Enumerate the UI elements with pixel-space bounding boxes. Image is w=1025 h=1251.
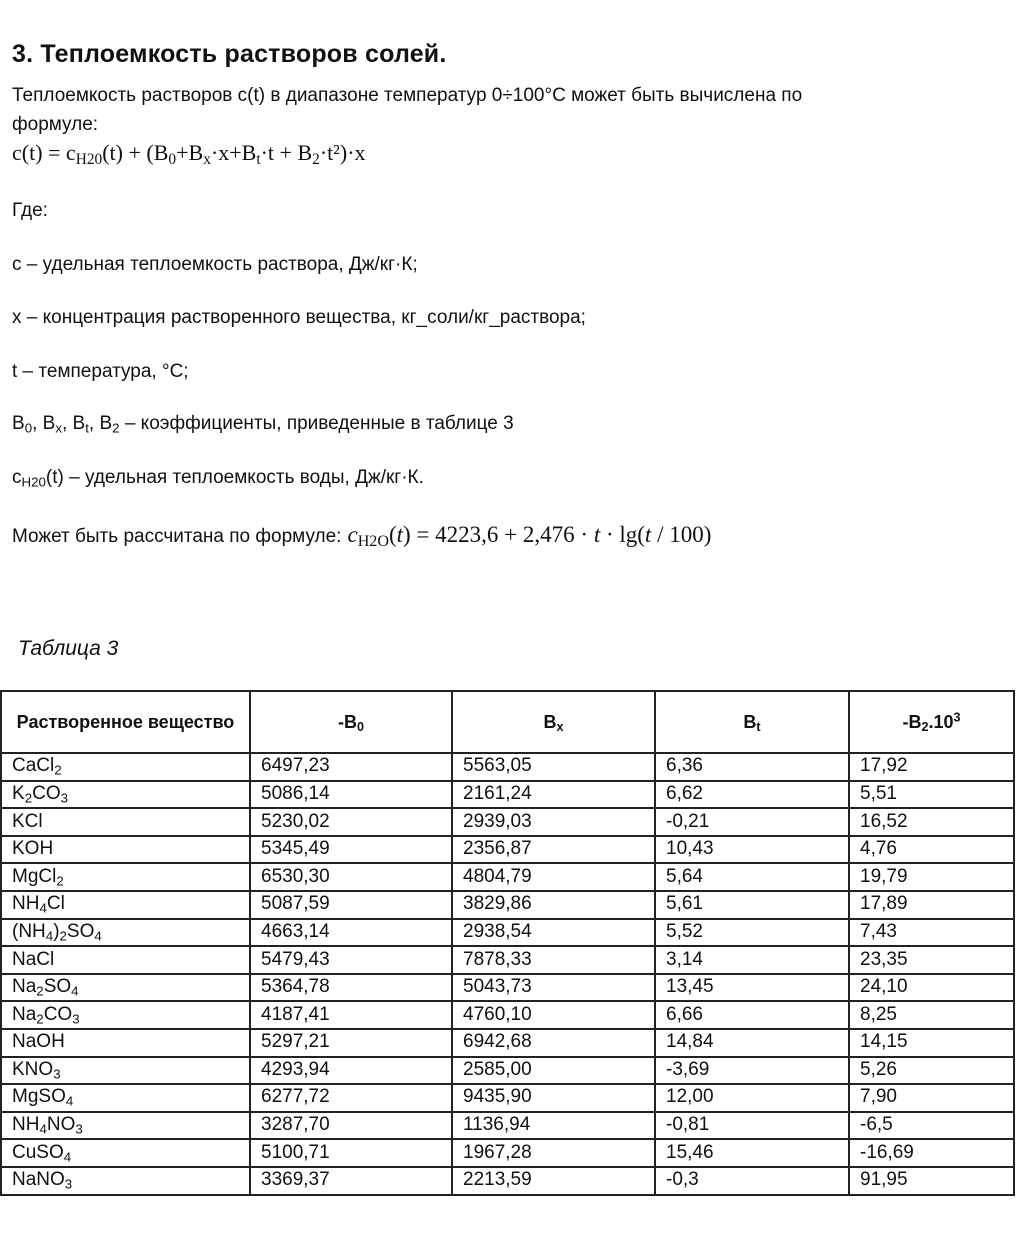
cell-b0: 6277,72 <box>250 1084 452 1112</box>
cell-substance: NaCl <box>1 946 250 974</box>
cell-b0: 5345,49 <box>250 836 452 864</box>
cell-substance: MgSO$_4$ <box>1 1084 250 1112</box>
calculation-text: Может быть рассчитана по формуле: <box>12 526 342 547</box>
cell-b0: 5479,43 <box>250 946 452 974</box>
cell-b0: 6530,30 <box>250 863 452 891</box>
cell-substance: KCl <box>1 808 250 836</box>
cell-b0: 5230,02 <box>250 808 452 836</box>
cell-bt: 5,61 <box>655 891 849 919</box>
definition-t: t – температура, °С; <box>12 361 189 382</box>
table-row <box>1 946 1014 974</box>
cell-bx: 2161,24 <box>452 781 655 809</box>
table-row <box>1 1001 1014 1029</box>
definition-x: х – концентрация растворенного вещества, кг_соли/кг_раствора; <box>12 307 586 328</box>
cell-bx: 6942,68 <box>452 1029 655 1057</box>
definition-c: с – удельная теплоемкость раствора, Дж/кг·К; <box>12 254 418 275</box>
definition-water-heat: $c_{H20}(t)$ – удельная теплоемкость воды, Дж/кг·К. <box>12 467 424 490</box>
cell-bx: 2213,59 <box>452 1167 655 1195</box>
cell-b2: 7,43 <box>849 919 1014 947</box>
cell-bx: 1136,94 <box>452 1112 655 1140</box>
cell-bt: 12,00 <box>655 1084 849 1112</box>
table-row <box>1 1029 1014 1057</box>
table-row <box>1 753 1014 781</box>
cell-substance: $(NH_4)_2SO_4$ <box>1 919 250 947</box>
cell-b2: 23,35 <box>849 946 1014 974</box>
cell-b2: 5,51 <box>849 781 1014 809</box>
table-row <box>1 1112 1014 1140</box>
section-heading: 3. Теплоемкость растворов солей. <box>12 40 447 68</box>
cell-b2: 7,90 <box>849 1084 1014 1112</box>
cell-substance: $NH_4Cl$ <box>1 891 250 919</box>
header-bx: $B_x$ <box>452 691 655 753</box>
cell-bt: 13,45 <box>655 974 849 1002</box>
table-row <box>1 974 1014 1002</box>
cell-b2: 17,92 <box>849 753 1014 781</box>
cell-bt: 15,46 <box>655 1139 849 1167</box>
cell-b2: 17,89 <box>849 891 1014 919</box>
cell-bt: 10,43 <box>655 836 849 864</box>
cell-substance: $NH_4NO_3$ <box>1 1112 250 1140</box>
coefficients-table <box>0 690 1015 1196</box>
cell-substance: KOH <box>1 836 250 864</box>
cell-b0: 3287,70 <box>250 1112 452 1140</box>
header-b0: $-B_0$ <box>250 691 452 753</box>
cell-substance: $KNO_3$ <box>1 1057 250 1085</box>
cell-b2: 8,25 <box>849 1001 1014 1029</box>
cell-substance: NaNO$_3$ <box>1 1167 250 1195</box>
cell-bx: 2938,54 <box>452 919 655 947</box>
cell-b0: 4187,41 <box>250 1001 452 1029</box>
cell-bt: 14,84 <box>655 1029 849 1057</box>
cell-bx: 7878,33 <box>452 946 655 974</box>
table-header-row <box>1 691 1014 753</box>
table-row <box>1 863 1014 891</box>
cell-bx: 3829,86 <box>452 891 655 919</box>
cell-substance: $Na_2SO_4$ <box>1 974 250 1002</box>
cell-bt: 5,64 <box>655 863 849 891</box>
cell-substance: $Na_2CO_3$ <box>1 1001 250 1029</box>
cell-b2: 4,76 <box>849 836 1014 864</box>
cell-bx: 2356,87 <box>452 836 655 864</box>
intro-line-2: формуле: <box>12 114 99 135</box>
cell-bx: 4760,10 <box>452 1001 655 1029</box>
cell-bt: 3,14 <box>655 946 849 974</box>
table-caption: Таблица 3 <box>18 637 119 660</box>
cell-b0: 4293,94 <box>250 1057 452 1085</box>
cell-b2: 24,10 <box>849 974 1014 1002</box>
cell-bx: 4804,79 <box>452 863 655 891</box>
where-label: Где: <box>12 200 48 221</box>
cell-b0: 5100,71 <box>250 1139 452 1167</box>
cell-b0: 6497,23 <box>250 753 452 781</box>
water-heat-formula: $c_{H2O}(t) = 4223,6 + 2,476 \cdot t \cdot \lg(t / 100)$ <box>347 522 712 551</box>
calculation-line <box>12 522 712 551</box>
cell-bt: 5,52 <box>655 919 849 947</box>
cell-b0: 5087,59 <box>250 891 452 919</box>
intro-line-1: Теплоемкость растворов с(t) в диапазоне температур 0÷100°С может быть вычислена по <box>12 85 803 106</box>
cell-b2: 5,26 <box>849 1057 1014 1085</box>
header-b2: $-B_2.10^3$ <box>849 691 1014 753</box>
cell-substance: CaCl$_2$ <box>1 753 250 781</box>
definition-coefficients: $B_0$, $B_x$, $B_t$, $B_2$ – коэффициенты, приведенные в таблице 3 <box>12 413 514 436</box>
cell-b2: 16,52 <box>849 808 1014 836</box>
table-row <box>1 781 1014 809</box>
cell-bx: 1967,28 <box>452 1139 655 1167</box>
cell-bx: 2585,00 <box>452 1057 655 1085</box>
cell-b2: 19,79 <box>849 863 1014 891</box>
cell-b2: 91,95 <box>849 1167 1014 1195</box>
cell-b0: 3369,37 <box>250 1167 452 1195</box>
table-row <box>1 1139 1014 1167</box>
table-row <box>1 919 1014 947</box>
cell-bt: 6,36 <box>655 753 849 781</box>
cell-bt: -0,81 <box>655 1112 849 1140</box>
table-row <box>1 808 1014 836</box>
cell-b2: -16,69 <box>849 1139 1014 1167</box>
cell-bt: 6,66 <box>655 1001 849 1029</box>
cell-bx: 5043,73 <box>452 974 655 1002</box>
cell-substance: NaOH <box>1 1029 250 1057</box>
header-substance: Растворенное вещество <box>1 691 250 753</box>
header-bt: $B_t$ <box>655 691 849 753</box>
main-formula: $c(t) = c_{H20}(t) + (B_0+B_x\cdot x+B_t\cdot t + B_2\cdot t^2)\cdot x$ <box>12 140 366 168</box>
table-row <box>1 1057 1014 1085</box>
cell-bx: 9435,90 <box>452 1084 655 1112</box>
cell-b0: 5086,14 <box>250 781 452 809</box>
cell-bx: 2939,03 <box>452 808 655 836</box>
table-body <box>1 753 1014 1195</box>
table-row <box>1 1084 1014 1112</box>
cell-b2: -6,5 <box>849 1112 1014 1140</box>
cell-bt: -3,69 <box>655 1057 849 1085</box>
cell-bt: -0,21 <box>655 808 849 836</box>
cell-b0: 5364,78 <box>250 974 452 1002</box>
cell-b0: 4663,14 <box>250 919 452 947</box>
table-row <box>1 891 1014 919</box>
cell-substance: MgCl$_2$ <box>1 863 250 891</box>
cell-bx: 5563,05 <box>452 753 655 781</box>
table-row <box>1 1167 1014 1195</box>
cell-b0: 5297,21 <box>250 1029 452 1057</box>
table-row <box>1 836 1014 864</box>
cell-b2: 14,15 <box>849 1029 1014 1057</box>
cell-substance: $K_2CO_3$ <box>1 781 250 809</box>
cell-substance: CuSO$_4$ <box>1 1139 250 1167</box>
cell-bt: -0,3 <box>655 1167 849 1195</box>
cell-bt: 6,62 <box>655 781 849 809</box>
